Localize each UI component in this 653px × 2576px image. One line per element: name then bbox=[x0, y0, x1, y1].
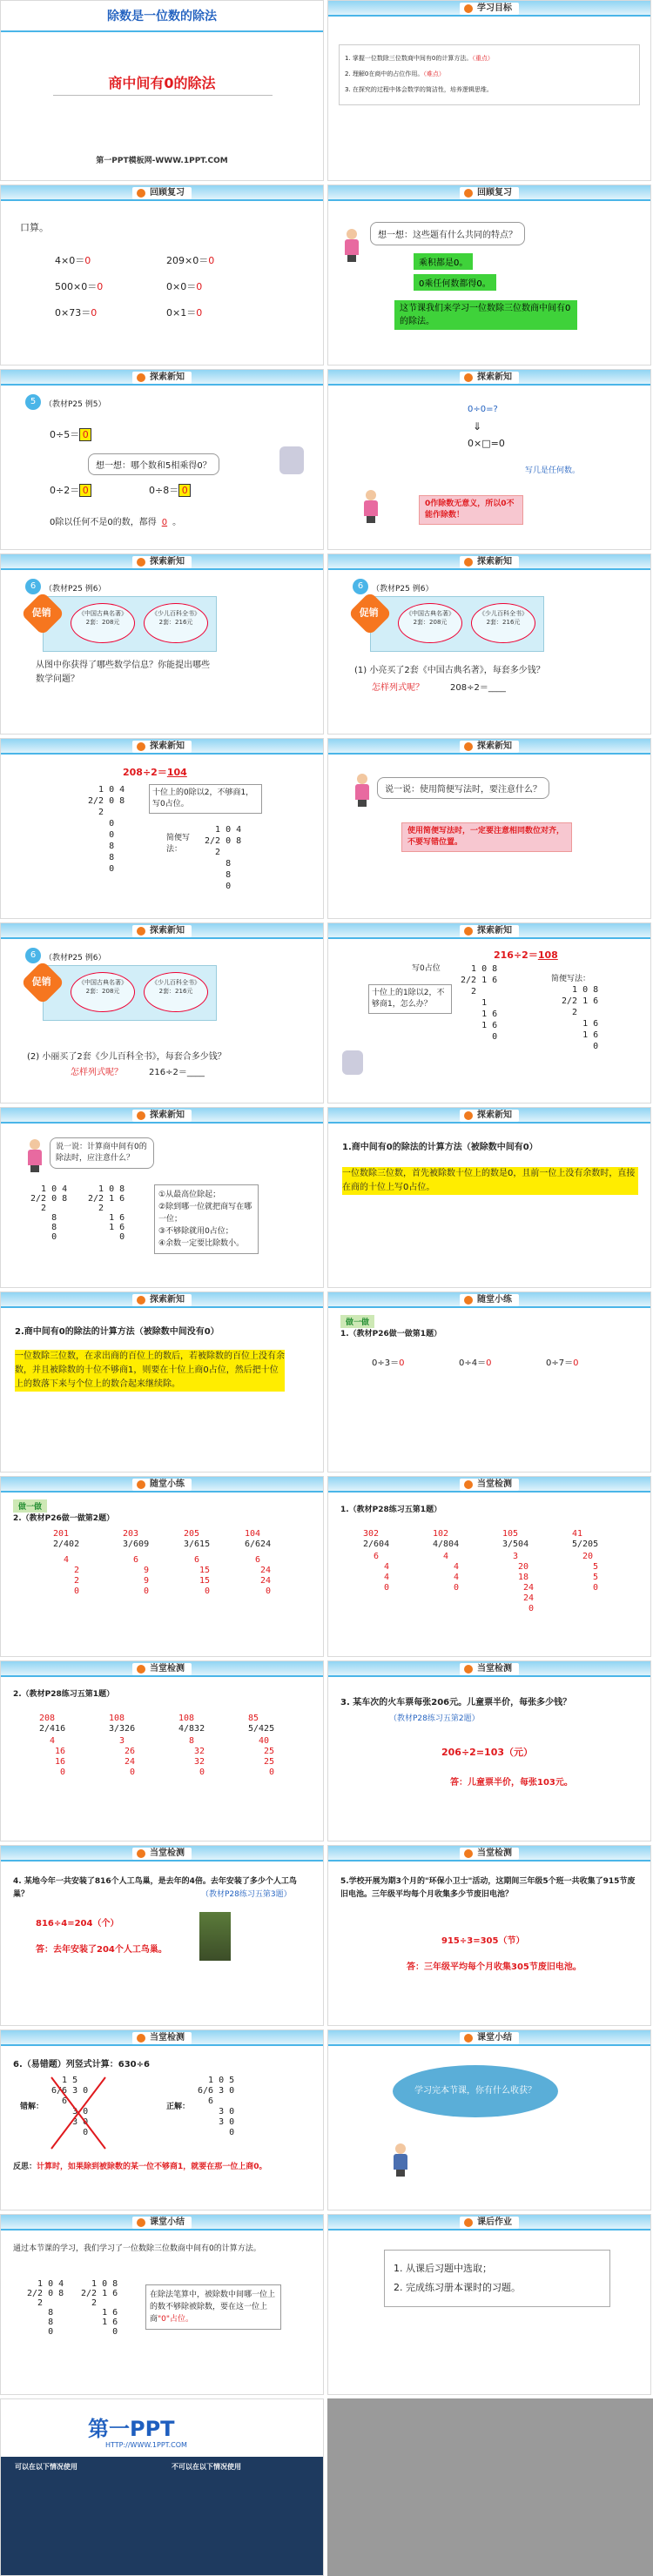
subtitle: 商中间有0的除法 bbox=[108, 75, 216, 91]
slide-20: 当堂检测 3. 某车次的火车票每张206元。儿童票半价，每张多少钱？ （教材P28练习五第2题） 206÷2=103（元） 答：儿童票半价，每张103元。 bbox=[327, 1660, 651, 1841]
slide-header: 当堂检测 bbox=[460, 1848, 519, 1860]
teacher-figure bbox=[344, 229, 360, 262]
slide-13: 探索新知 说一说：计算商中间有0的除法时，应注意什么？ 1 0 4 2/2 0 8 2 8 8 0 1 0 8 2/2 1 6 2 1 6 1 6 0 ①从最高位除起； ②除到哪一位就把商写在哪一位； ③不够除就用0占位； ④余数一定要比除数小。 bbox=[0, 1107, 324, 1288]
slide-12: 探索新知 216÷2＝108 写0占位 1 0 8 2/2 1 6 2 1 1 6 1 6 0 十位上的1除以2，不够商1，怎么办？ 简便写法： 1 0 8 2/2 1 6 2 1 6 1 6 0 bbox=[327, 922, 651, 1104]
slide-8: 探索新知 6 （教材P25 例6） 促销 《中国古典名著》 2套：208元 《少儿百科全书》 2套：216元 (1) 小亮买了2套《中国古典名著》，每套多少钱？ 怎样列式呢？ 208÷2＝____ bbox=[327, 553, 651, 735]
goals-box: 1. 掌握一位数除三位数商中间有0的计算方法。（重点） 2. 理解0在商中的占位作用。（难点） 3. 在探究的过程中体会数学的简洁性，培养逻辑思维。 bbox=[339, 44, 640, 105]
slide-header: 探索新知 bbox=[132, 741, 192, 753]
slide-21: 当堂检测 4. 某地今年一共安装了816个人工鸟巢，是去年的4倍。去年安装了多少个人工鸟巢？ （教材P28练习五第3题） 816÷4=204（个） 答：去年安装了204个人工鸟巢。 bbox=[0, 1845, 324, 2026]
slide-24 bbox=[327, 2029, 651, 2210]
footer-text: 第一PPT模板网-WWW.1PPT.COM bbox=[96, 157, 228, 165]
page-title: 除数是一位数的除法 bbox=[107, 10, 217, 23]
slide-header: 回顾复习 bbox=[460, 187, 519, 199]
slide-header: 探索新知 bbox=[460, 372, 519, 384]
slide-header: 当堂检测 bbox=[460, 1663, 519, 1675]
title-banner bbox=[1, 1, 323, 32]
slide-16: 随堂小练 做一做 1.（教材P26做一做第1题） 0÷3＝0 0÷4＝0 0÷7＝0 bbox=[327, 1291, 651, 1472]
slide-header: 探索新知 bbox=[132, 1110, 192, 1122]
slide-25: 课堂小结 通过本节课的学习，我们学习了一位数除三位数商中间有0的计算方法。 1 0 4 2/2 0 8 2 8 8 0 1 0 8 2/2 1 6 2 1 6 1 6 0 在除法笔算中，被除数中间哪一位上的数不够除被除数，要在这一位上商"0"占位。 bbox=[0, 2214, 324, 2395]
slide-header: 随堂小练 bbox=[132, 1479, 192, 1491]
slide-header: 探索新知 bbox=[460, 556, 519, 568]
slide-23: 当堂检测 6.（易错题）列竖式计算：630÷6 错解： 1 5 6/6 3 0 6 3 0 3 0 正解： 1 0 5 6/6 3 0 6 3 0 3 0 0 反思：计算时，如果除到被除数的某一位不够商1，就要在那一位上商0。 bbox=[0, 2029, 324, 2210]
slide-1 bbox=[0, 0, 324, 181]
birdhouse-photo bbox=[199, 1912, 231, 1961]
thought-bubble: 学习完本节课，你有什么收获？ bbox=[393, 2065, 558, 2117]
slide-header: 学习目标 bbox=[460, 3, 519, 15]
slide-27: 第一PPT HTTP://WWW.1PPT.COM 可以在以下情况使用 不可以在以下情况使用 bbox=[0, 2398, 324, 2576]
slide-4: 回顾复习 想一想：这些题有什么共同的特点？ 乘积都是0。 0乘任何数都得0。 这节课我们来学习一位数除三位数商中间有0的除法。 bbox=[327, 184, 651, 366]
slide-header: 探索新知 bbox=[132, 1294, 192, 1306]
slide-header: 探索新知 bbox=[460, 741, 519, 753]
slide-11: 探索新知 6 （教材P25 例6） 促销 《中国古典名著》 2套：208元 《少儿百科全书》 2套：216元 (2) 小丽买了2套《少儿百科全书》，每套合多少钱？ 怎样列式呢？ 216÷2＝____ bbox=[0, 922, 324, 1104]
speech-bubble: 想一想：这些题有什么共同的特点？ bbox=[370, 222, 525, 245]
slide-2 bbox=[327, 0, 651, 181]
slide-header: 当堂检测 bbox=[132, 2032, 192, 2044]
slide-15: 探索新知 2.商中间有0的除法的计算方法（被除数中间没有0） 一位数除三位数，在求出商的百位上的数后，若被除数的百位上没有余数，并且被除数的十位不够商1，则要在十位上商0占位，然后把十位上的数落下来与个位上的数合起来继续除。 bbox=[0, 1291, 324, 1472]
slide-14: 探索新知 1.商中间有0的除法的计算方法（被除数中间有0） 一位数除三位数，首先被除数十位上的数是0，且前一位上没有余数时，直接在商的十位上写0占位。 bbox=[327, 1107, 651, 1288]
logo: 第一PPT bbox=[88, 2417, 175, 2441]
slide-header: 当堂检测 bbox=[460, 1479, 519, 1491]
slide-19: 当堂检测 2.（教材P28练习五第1题） 208 2/416 108 3/326 108 4/832 85 5/425 4 16 16 0 3 26 24 0 8 32 32 0 40 25 25 0 bbox=[0, 1660, 324, 1841]
slide-22: 当堂检测 5.学校开展为期3个月的"环保小卫士"活动，这期间三年级5个班一共收集了915节废旧电池。三年级平均每个月收集多少节废旧电池？ 915÷3=305（节） 答：三年级平均每个月收集305节废旧电池。 bbox=[327, 1845, 651, 2026]
slide-header: 探索新知 bbox=[460, 925, 519, 937]
empty-area bbox=[327, 2398, 653, 2576]
slide-10: 探索新知 说一说：使用简便写法时，要注意什么？ 使用简便写法时，一定要注意相同数位对齐，不要写错位置。 bbox=[327, 738, 651, 919]
slide-header: 课后作业 bbox=[460, 2217, 519, 2229]
girl-figure bbox=[363, 490, 379, 523]
slide-header: 当堂检测 bbox=[132, 1848, 192, 1860]
slide-header: 课堂小结 bbox=[460, 2032, 519, 2044]
slide-17: 随堂小练 做一做 2.（教材P26做一做第2题） 201 2/402 203 3/609 205 3/615 104 6/624 4 2 2 0 6 9 9 0 6 15 15 0 6 24 24 0 bbox=[0, 1476, 324, 1657]
slide-header: 回顾复习 bbox=[132, 187, 192, 199]
slide-header: 探索新知 bbox=[132, 556, 192, 568]
slide-9: 探索新知 208÷2＝104 1 0 4 2/2 0 8 2 0 0 8 8 0 十位上的0除以2，不够商1，写0占位。 简便写法： 1 0 4 2/2 0 8 2 8 8 0 bbox=[0, 738, 324, 919]
slide-26: 课后作业 1. 从课后习题中选取； 2. 完成练习册本课时的习题。 bbox=[327, 2214, 651, 2395]
slide-header: 探索新知 bbox=[132, 925, 192, 937]
slide-18: 当堂检测 1.（教材P28练习五第1题） 302 2/604 102 4/804 105 3/504 41 5/205 6 4 4 0 4 4 4 0 3 20 18 24 24 0 20 5 5 0 bbox=[327, 1476, 651, 1657]
wrong-cross-icon bbox=[48, 2074, 109, 2152]
slide-header: 随堂小练 bbox=[460, 1294, 519, 1306]
slide-header: 探索新知 bbox=[460, 1110, 519, 1122]
footer-dark-panel bbox=[1, 2457, 323, 2576]
slide-3: 回顾复习 口算。 4×0＝0 500×0＝0 0×73＝0 209×0＝0 0×0＝0 0×1＝0 bbox=[0, 184, 324, 366]
slide-header: 探索新知 bbox=[132, 372, 192, 384]
slide-5: 探索新知 5 （教材P25 例5） 0÷5＝ 0 想一想：哪个数和5相乘得0？ 0÷2＝ 0 0÷8＝ 0 0除以任何不是0的数，都得 0 。 bbox=[0, 369, 324, 550]
slide-6: 探索新知 0÷0=? ⇓ 0×□=0 写几是任何数。 0作除数无意义，所以0不能作除数！ bbox=[327, 369, 651, 550]
slide-header: 当堂检测 bbox=[132, 1663, 192, 1675]
slide-7: 探索新知 6 （教材P25 例6） 促销 《中国古典名著》 2套：208元 《少儿百科全书》 2套：216元 从图中你获得了哪些数学信息？你能提出哪些数学问题？ bbox=[0, 553, 324, 735]
slide-header: 课堂小结 bbox=[132, 2217, 192, 2229]
